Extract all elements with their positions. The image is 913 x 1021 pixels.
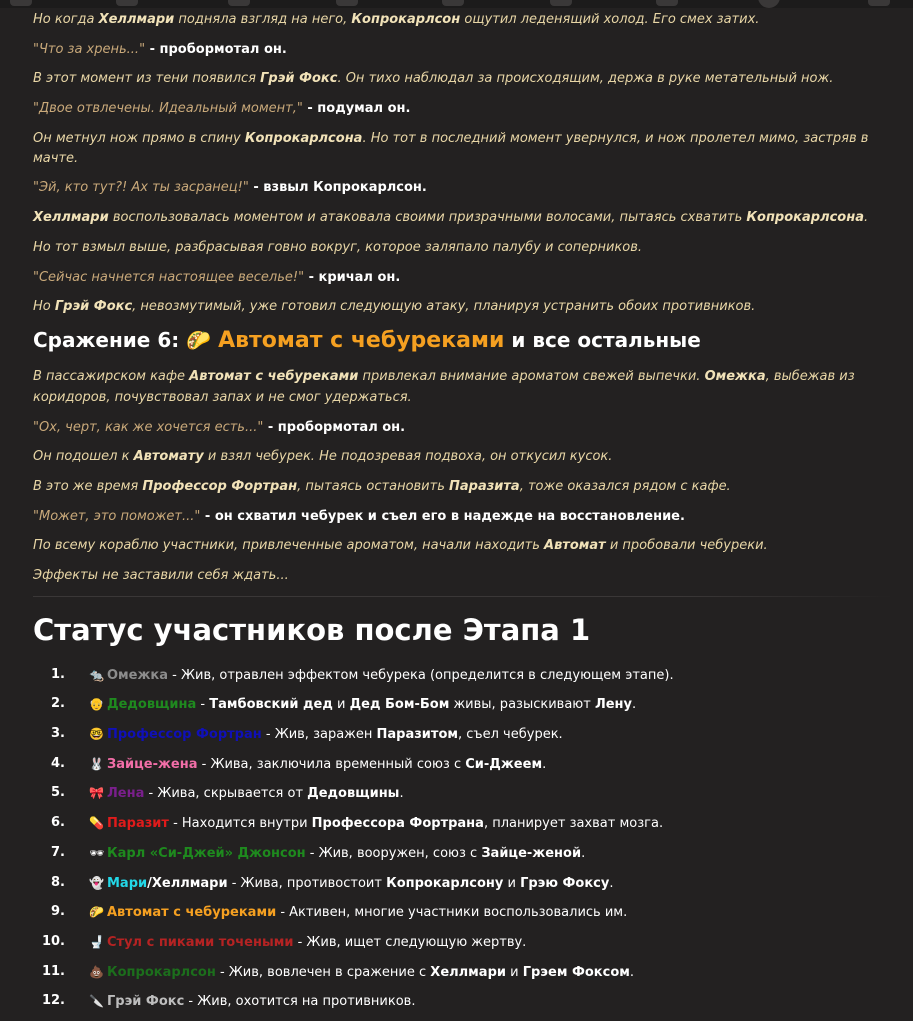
mentioned-name: Тамбовский дед <box>209 697 333 713</box>
status-text: - Активен, многие участники воспользовались им. <box>276 905 628 921</box>
speech-paragraph <box>33 99 893 119</box>
status-text: - Жива, скрывается от <box>144 786 308 802</box>
participant-name-alt: /Хеллмари <box>147 875 228 891</box>
participant-number: 7. <box>51 844 65 860</box>
mentioned-name: Лену <box>594 697 633 713</box>
speech-tag: - кричал он. <box>304 269 401 285</box>
narration-text: В пассажирском кафе <box>33 368 190 384</box>
status-text: . <box>581 845 586 861</box>
narration-paragraph <box>33 238 893 258</box>
speech-paragraph <box>33 40 893 60</box>
participant-number: 2. <box>51 696 65 712</box>
top-toolbar <box>0 0 913 8</box>
participant-number: 10. <box>41 933 65 949</box>
participant-item <box>33 991 893 1021</box>
narration-text: В это же время <box>33 478 143 494</box>
participant-icon: 💊 <box>89 816 104 831</box>
narration-paragraph <box>33 447 893 467</box>
character-name: Хеллмари <box>98 12 175 27</box>
narration-paragraph <box>33 69 893 89</box>
toolbar-button-icon[interactable] <box>442 0 464 6</box>
participant-name: Грэй Фокс <box>107 994 185 1010</box>
status-text: , съел чебурек. <box>458 727 563 743</box>
participant-icon: 👻 <box>89 875 104 890</box>
mentioned-name: Грэю Фоксу <box>520 875 610 891</box>
narration-text: В этот момент из тени появился <box>33 71 261 87</box>
narration-text: Но тот взмыл выше, разбрасывая говно вокруг, которое заляпало палубу и соперников. <box>33 239 642 255</box>
participant-name: Профессор Фортран <box>107 727 262 743</box>
status-text: . <box>399 786 404 802</box>
character-name: Автомат <box>544 538 606 554</box>
participant-list <box>33 665 893 1021</box>
participant-name: Зайце-жена <box>107 756 198 772</box>
character-name: Профессор Фортран <box>142 478 298 494</box>
toolbar-button-icon[interactable] <box>550 0 572 6</box>
character-name: Копрокарлсона <box>746 210 864 226</box>
participant-icon: 🐰 <box>89 756 104 771</box>
narration-text: , выбежав из коридоров, почувствовал запах и не смог удержаться. <box>33 368 855 405</box>
participant-name: Паразит <box>107 816 169 832</box>
speech-paragraph <box>33 418 893 438</box>
narration-text: воспользовалась моментом и атаковала своими призрачными волосами, пытаясь схватить <box>108 210 747 226</box>
narration-paragraph <box>33 536 893 556</box>
speech-tag: - взвыл Копрокарлсон. <box>248 180 427 196</box>
quote-text: "Сейчас начнется настоящее веселье!" <box>33 269 305 285</box>
status-text: - Жив, отравлен эффектом чебурека (определится в следующем этапе). <box>168 667 674 683</box>
participant-number: 3. <box>51 726 65 742</box>
narration-text: Но когда <box>33 12 99 27</box>
mentioned-name: Хеллмари <box>430 964 506 980</box>
character-name: Автомату <box>133 449 204 465</box>
participant-item <box>33 724 893 754</box>
participant-icon: 🔪 <box>89 994 104 1009</box>
narration-text: . <box>863 210 869 226</box>
toolbar-circle-icon[interactable] <box>758 0 780 8</box>
narration-paragraph <box>33 566 893 586</box>
participant-number: 1. <box>51 666 65 682</box>
story-section-2 <box>33 366 893 586</box>
status-text: . <box>632 697 637 713</box>
narration-paragraph <box>33 208 893 228</box>
participant-number: 6. <box>51 815 65 831</box>
narration-text: , пытаясь остановить <box>297 478 449 494</box>
battle-heading <box>33 327 893 354</box>
mentioned-name: Копрокарлсону <box>386 875 504 891</box>
status-text: - <box>196 697 210 713</box>
character-name: Автомат с чебуреками <box>189 368 359 384</box>
participant-name: Лена <box>107 786 145 802</box>
narration-text: и взял чебурек. Не подозревая подвоха, он откусил кусок. <box>203 449 613 465</box>
mentioned-name: Грэем Фоксом <box>522 964 630 980</box>
speech-paragraph <box>33 268 893 288</box>
toolbar-button-icon[interactable] <box>656 0 678 6</box>
participant-item <box>33 873 893 903</box>
participant-icon: 🐀 <box>89 667 104 682</box>
narration-text: ощутил леденящий холод. Его смех затих. <box>460 12 760 27</box>
participant-item <box>33 932 893 962</box>
quote-text: "Двое отвлечены. Идеальный момент," <box>33 101 303 117</box>
speech-paragraph <box>33 178 893 198</box>
narration-text: . Но тот в последний момент увернулся, и нож пролетел мимо, застряв в мачте. <box>33 130 869 166</box>
character-name: Грэй Фокс <box>260 71 338 87</box>
participant-name: Омежка <box>107 667 169 683</box>
participant-item <box>33 694 893 724</box>
mentioned-name: Дед Бом-Бом <box>349 697 450 713</box>
participant-number: 9. <box>51 904 65 920</box>
speech-tag: - пробормотал он. <box>145 41 287 57</box>
participant-item <box>33 783 893 813</box>
participant-item <box>33 902 893 932</box>
participant-number: 5. <box>51 785 65 801</box>
participant-number: 12. <box>41 993 65 1009</box>
status-text: , планирует захват мозга. <box>483 816 664 832</box>
toolbar-button-icon[interactable] <box>228 0 250 6</box>
toolbar-button-icon[interactable] <box>336 0 358 6</box>
participant-icon: 🕶 <box>89 845 105 860</box>
quote-text: "Ох, черт, как же хочется есть..." <box>33 419 264 435</box>
participant-name: Стул с пиками точеными <box>107 934 294 950</box>
participant-icon: 👴 <box>89 697 104 712</box>
participant-item <box>33 665 893 695</box>
battle-suffix: и все остальные <box>504 327 701 352</box>
narration-text: привлекал внимание ароматом свежей выпечки. <box>358 368 705 384</box>
speech-tag: - он схватил чебурек и съел его в надежде на восстановление. <box>200 508 685 524</box>
character-name: Копрокарлсона <box>244 130 363 146</box>
narration-text: Эффекты не заставили себя ждать... <box>33 568 289 583</box>
participant-number: 8. <box>51 874 65 890</box>
status-text: . <box>609 875 614 891</box>
participant-item <box>33 843 893 873</box>
status-text: . <box>542 756 547 772</box>
participant-number: 4. <box>51 755 65 771</box>
participant-icon: 🌮 <box>89 905 104 920</box>
quote-text: "Что за хрень..." <box>33 41 146 57</box>
toolbar-button-icon[interactable] <box>868 0 890 6</box>
character-name: Паразита <box>449 478 520 494</box>
participant-name: Копрокарлсон <box>107 964 216 980</box>
battle-prefix: Сражение 6: <box>33 327 187 352</box>
participant-number: 11. <box>41 963 65 979</box>
quote-text: "Эй, кто тут?! Ах ты засранец!" <box>33 180 249 196</box>
taco-icon: 🌮 <box>186 327 212 352</box>
status-text: . <box>629 964 635 980</box>
character-name: Омежка <box>704 368 766 384</box>
narration-paragraph <box>33 477 893 497</box>
status-text: - Жив, ищет следующую жертву. <box>293 934 527 950</box>
battle-name: Автомат с чебуреками <box>218 327 505 353</box>
speech-tag: - пробормотал он. <box>263 419 406 435</box>
participant-item <box>33 962 893 992</box>
status-text: - Находится внутри <box>168 816 312 832</box>
narration-text: Он подошел к <box>33 449 134 465</box>
participant-item <box>33 754 893 784</box>
narration-paragraph <box>33 10 893 30</box>
narration-text: По всему кораблю участники, привлеченные ароматом, начали находить <box>33 538 545 554</box>
chat-message-content <box>33 10 893 1021</box>
status-text: и <box>503 875 521 891</box>
narration-text: , невозмутимый, уже готовил следующую атаку, планируя устранить обоих противников. <box>132 299 756 315</box>
participant-item <box>33 813 893 843</box>
status-text: - Жив, заражен <box>261 727 377 743</box>
divider <box>33 596 893 597</box>
speech-paragraph <box>33 507 893 527</box>
narration-text: подняла взгляд на него, <box>174 12 352 27</box>
story-section-1 <box>33 10 893 317</box>
narration-text: Но <box>33 299 55 315</box>
participant-icon: 🎀 <box>89 786 104 801</box>
participant-icon: 🚽 <box>89 934 104 949</box>
status-text: и <box>332 697 350 713</box>
status-title: Статус участников после Этапа 1 <box>33 612 591 647</box>
mentioned-name: Паразитом <box>376 727 459 743</box>
mentioned-name: Си-Джеем <box>465 756 543 772</box>
mentioned-name: Профессора Фортрана <box>311 816 484 832</box>
participant-icon: 💩 <box>89 964 104 979</box>
narration-text: Он метнул нож прямо в спину <box>33 130 245 146</box>
narration-paragraph <box>33 129 893 169</box>
mentioned-name: Зайце-женой <box>481 845 582 861</box>
status-text: - Жив, вовлечен в сражение с <box>215 964 431 980</box>
toolbar-button-icon[interactable] <box>116 0 138 6</box>
narration-paragraph <box>33 297 893 317</box>
quote-text: "Может, это поможет..." <box>33 508 201 524</box>
status-text: - Жива, заключила временный союз с <box>197 756 466 772</box>
narration-text: . Он тихо наблюдал за происходящим, держа в руке метательный нож. <box>337 71 834 87</box>
toolbar-button-icon[interactable] <box>10 0 32 6</box>
status-text: - Жив, охотится на противников. <box>184 994 416 1010</box>
status-text: - Жива, противостоит <box>227 875 387 891</box>
narration-paragraph <box>33 366 893 408</box>
character-name: Копрокарлсон <box>351 12 461 27</box>
participant-icon: 🤓 <box>89 727 104 742</box>
status-text: и <box>506 964 523 980</box>
narration-text: и пробовали чебуреки. <box>605 538 768 554</box>
character-name: Грэй Фокс <box>54 299 133 315</box>
participant-name: Дедовщина <box>107 697 197 713</box>
status-text: живы, разыскивают <box>449 697 595 713</box>
participant-name: Мари <box>107 875 148 891</box>
narration-text: , тоже оказался рядом с кафе. <box>519 478 731 494</box>
participant-name: Карл «Си-Джей» Джонсон <box>107 845 306 861</box>
participant-name: Автомат с чебуреками <box>107 905 277 921</box>
status-text: - Жив, вооружен, союз с <box>305 845 482 861</box>
speech-tag: - подумал он. <box>302 101 411 117</box>
mentioned-name: Дедовщины <box>307 786 400 802</box>
character-name: Хеллмари <box>33 210 109 226</box>
